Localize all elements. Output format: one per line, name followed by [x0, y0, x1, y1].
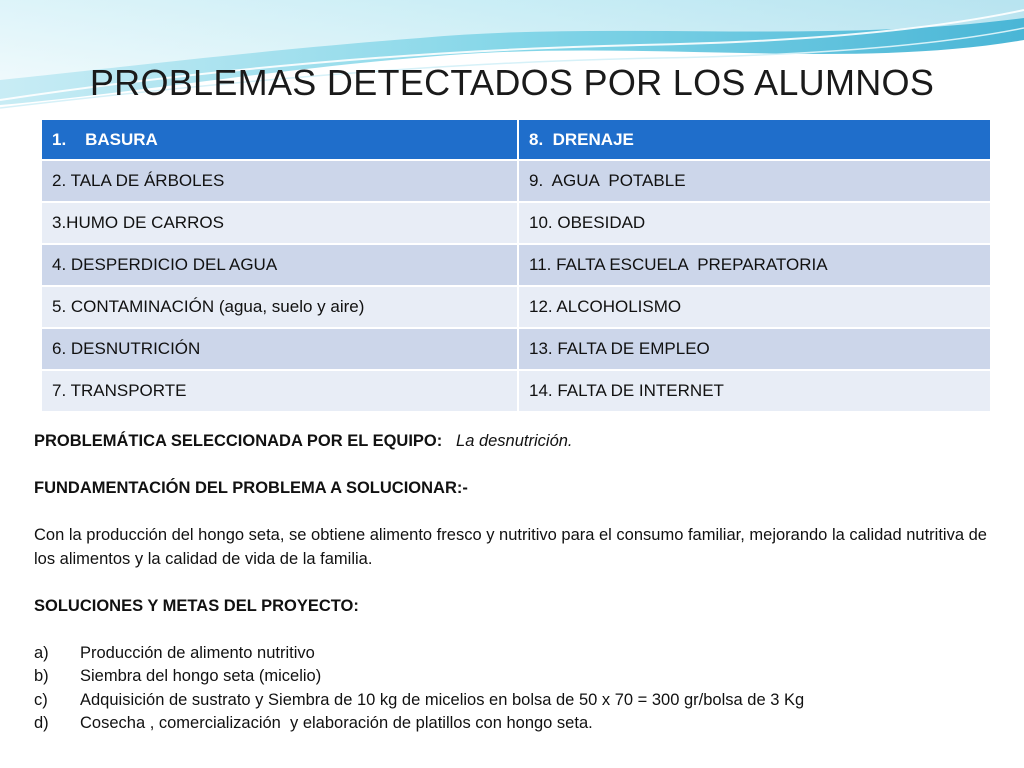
table-cell: 13. FALTA DE EMPLEO	[518, 328, 991, 370]
table-cell: 2. TALA DE ÁRBOLES	[41, 160, 518, 202]
fundamentacion-text: Con la producción del hongo seta, se obtiene alimento fresco y nutritivo para el consumo familiar, mejorando la calidad nutritiva de los alimentos y la calidad de vida de la familia.	[34, 526, 987, 568]
table-row	[41, 202, 991, 244]
table-cell: 3.HUMO DE CARROS	[41, 202, 518, 244]
table-header-row	[41, 119, 991, 160]
soluciones-heading: SOLUCIONES Y METAS DEL PROYECTO:	[34, 596, 359, 615]
table-cell: 7. TRANSPORTE	[41, 370, 518, 412]
selected-problem-line	[34, 430, 999, 454]
list-item-text: Adquisición de sustrato y Siembra de 10 kg de micelios en bolsa de 50 x 70 = 300 gr/bolsa de 3 Kg	[80, 690, 805, 709]
table-cell: 5. CONTAMINACIÓN (agua, suelo y aire)	[41, 286, 518, 328]
table-cell: 10. OBESIDAD	[518, 202, 991, 244]
list-item-text: Producción de alimento nutritivo	[80, 643, 315, 662]
list-marker: c)	[34, 690, 48, 709]
table-row	[41, 244, 991, 286]
table-cell: 12. ALCOHOLISMO	[518, 286, 991, 328]
table-header-cell: 8. DRENAJE	[518, 119, 991, 160]
page-title: PROBLEMAS DETECTADOS POR LOS ALUMNOS	[89, 62, 935, 103]
problems-table	[40, 118, 992, 413]
list-marker: d)	[34, 714, 49, 732]
list-item	[34, 642, 999, 666]
table-row	[41, 286, 991, 328]
table-cell: 4. DESPERDICIO DEL AGUA	[41, 244, 518, 286]
table-header-cell: 1. BASURA	[41, 119, 518, 160]
table-row	[41, 328, 991, 370]
list-item	[34, 665, 999, 689]
list-item	[34, 689, 999, 713]
table-cell: 14. FALTA DE INTERNET	[518, 370, 991, 412]
list-item-text: Cosecha , comercialización y elaboración de platillos con hongo seta.	[80, 714, 593, 732]
table-cell: 11. FALTA ESCUELA PREPARATORIA	[518, 244, 991, 286]
selected-problem-value: La desnutrición.	[456, 432, 573, 450]
list-marker: b)	[34, 667, 49, 685]
selected-problem-label: PROBLEMÁTICA SELECCIONADA POR EL EQUIPO:	[34, 432, 443, 450]
fundamentacion-heading: FUNDAMENTACIÓN DEL PROBLEMA A SOLUCIONAR:-	[34, 479, 468, 497]
list-item-text: Siembra del hongo seta (micelio)	[80, 667, 322, 685]
table-cell: 6. DESNUTRICIÓN	[41, 328, 518, 370]
table-row	[41, 370, 991, 412]
table-row	[41, 160, 991, 202]
slide-body	[34, 430, 999, 736]
list-item	[34, 712, 999, 736]
table-cell: 9. AGUA POTABLE	[518, 160, 991, 202]
list-marker: a)	[34, 643, 49, 662]
